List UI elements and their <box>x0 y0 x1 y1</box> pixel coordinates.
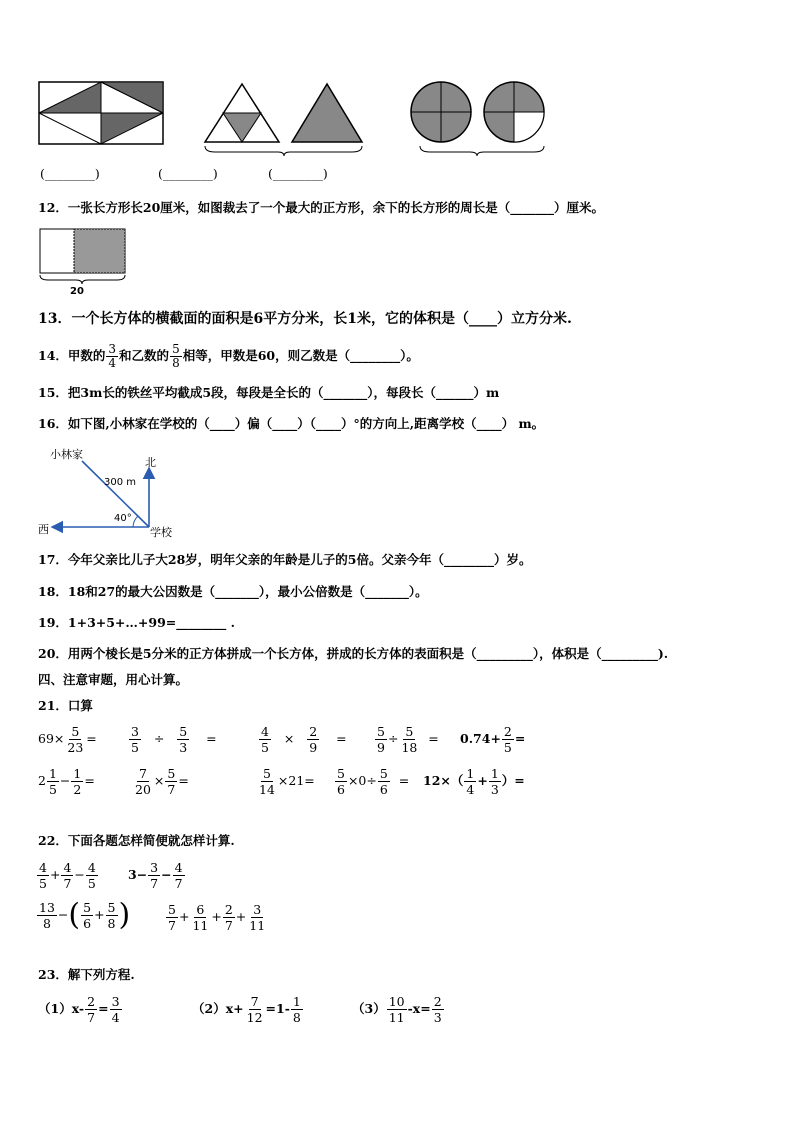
q14-pre: 14．甲数的 <box>38 348 106 363</box>
question-22-title: 22．下面各题怎样简便就怎样计算. <box>38 833 235 848</box>
q21-item-5: 0.74+ $\frac{2}{5}$ = <box>460 724 526 755</box>
q23-equation-3: （3） $\frac{10}{11}$ -x= $\frac{2}{3}$ <box>352 994 442 1025</box>
circle-figure-2 <box>484 82 544 142</box>
q16-label-home: 小林家 <box>50 448 83 461</box>
q21-item-2: $\frac{3}{5}$ ÷ $\frac{5}{3}$ = <box>131 724 217 755</box>
q12-dimension-label: 20 <box>70 286 84 297</box>
question-12: 12．一张长方形长20厘米，如图裁去了一个最大的正方形，余下的长方形的周长是（_______）厘米。 <box>38 200 605 215</box>
question-23-title: 23．解下列方程. <box>38 967 135 982</box>
q16-label-north: 北 <box>145 456 156 469</box>
question-21-title: 21．口算 <box>38 698 93 713</box>
q14-fraction-2: $\frac{5}{8}$ <box>172 342 180 370</box>
question-19: 19．1+3+5+…+99=________ . <box>38 615 235 630</box>
q21-item-6: 2 $\frac{1}{5}$ − $\frac{1}{2}$ = <box>38 766 95 797</box>
q11-figures <box>30 74 570 158</box>
q22-expr-1: $\frac{4}{5}$ + $\frac{4}{7}$ − $\frac{4}{5}$ <box>39 860 96 891</box>
section-4-heading: 四、注意审题，用心计算。 <box>38 672 189 687</box>
brace-triangles <box>205 146 362 156</box>
question-14 <box>38 341 419 371</box>
q21-item-9: $\frac{5}{6}$ ×0÷ $\frac{5}{6}$ = <box>337 766 410 797</box>
small-triangle-figure <box>205 84 279 142</box>
q22-expr-2: 3− $\frac{3}{7}$ − $\frac{4}{7}$ <box>128 860 183 891</box>
q21-item-10: 12×（ $\frac{1}{4}$ + $\frac{1}{3}$ ）= <box>423 766 525 797</box>
q12-figure <box>36 226 136 276</box>
q16-label-angle: 40° <box>114 513 132 524</box>
question-17: 17．今年父亲比儿子大28岁，明年父亲的年龄是儿子的5倍。父亲今年（________）岁。 <box>38 552 532 567</box>
question-13: 13．一个长方体的横截面的面积是6平方分米，长1米，它的体积是（____）立方分米. <box>38 311 572 327</box>
rectangle-figure <box>39 82 163 144</box>
question-18: 18．18和27的最大公因数是（_______），最小公倍数是（_______）。 <box>38 584 428 599</box>
circle-figure-1 <box>411 82 471 142</box>
q11-blank-1[interactable]: (________) <box>40 166 100 181</box>
question-15: 15．把3m长的铁丝平均截成5段，每段是全长的（_______），每段长（______）m <box>38 385 500 400</box>
q12-brace <box>36 274 136 286</box>
q16-label-distance: 300 m <box>104 477 137 488</box>
q21-item-8: $\frac{5}{14}$ ×21= <box>259 766 315 797</box>
large-triangle-figure <box>292 84 362 142</box>
q21-item-1: 69× $\frac{5}{23}$ = <box>38 724 97 755</box>
q14-fraction-1: $\frac{3}{4}$ <box>108 342 117 370</box>
q21-item-7: $\frac{7}{20}$ × $\frac{5}{7}$ = <box>135 766 189 797</box>
q11-blank-2[interactable]: (________) <box>158 166 218 181</box>
q21-item-4: $\frac{5}{9}$ ÷ $\frac{5}{18}$ = <box>377 724 439 755</box>
question-16: 16．如下图,小林家在学校的（____）偏（____）（____）°的方向上,距离学校（____） m。 <box>38 416 545 431</box>
q11-blank-3[interactable]: (________) <box>268 166 328 181</box>
q14-mid: 和乙数的 <box>119 348 170 363</box>
q22-expr-4: $\frac{5}{7}$ + $\frac{6}{11}$ + $\frac{2}{7}$ + $\frac{3}{11}$ <box>168 902 266 933</box>
q14-post: 相等，甲数是60，则乙数是（________）。 <box>182 348 419 363</box>
q23-equation-2: （2）x+ $\frac{7}{12}$ =1- $\frac{1}{8}$ <box>192 994 301 1025</box>
question-20: 20．用两个棱长是5分米的正方体拼成一个长方体，拼成的长方体的表面积是（_________），体积是（_________). <box>38 646 669 661</box>
q22-expr-3: $\frac{13}{8}$ −( $\frac{5}{6}$ + $\frac{5}{8}$ ) <box>39 897 131 933</box>
q16-label-west: 西 <box>38 523 49 536</box>
brace-circles <box>420 146 544 156</box>
q21-item-3: $\frac{4}{5}$ × $\frac{2}{9}$ = <box>261 724 347 755</box>
q23-equation-1: （1）x- $\frac{2}{7}$ = $\frac{3}{4}$ <box>38 994 120 1025</box>
q16-label-school: 学校 <box>150 526 172 539</box>
